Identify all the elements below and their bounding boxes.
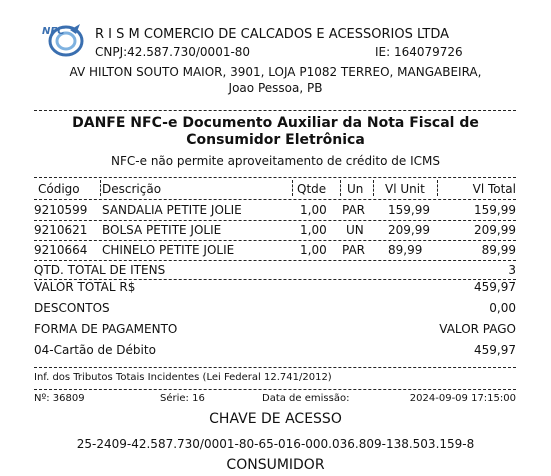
divider bbox=[34, 110, 516, 111]
discount-label: DESCONTOS bbox=[34, 301, 110, 315]
col-header-desc: Descrição bbox=[102, 182, 162, 196]
invoice-series: Série: 16 bbox=[160, 393, 205, 404]
items-count-value: 3 bbox=[508, 263, 516, 277]
address: AV HILTON SOUTO MAIOR, 3901, LOJA P1082 TERREO, MANGABEIRA, bbox=[69, 65, 482, 79]
divider bbox=[34, 260, 516, 261]
payment-label: FORMA DE PAGAMENTO bbox=[34, 322, 178, 336]
icms-notice: NFC-e não permite aproveitamento de crédito de ICMS bbox=[111, 154, 440, 168]
consumer-title: CONSUMIDOR bbox=[226, 457, 325, 473]
issue-date-label: Data de emissão: bbox=[262, 393, 350, 404]
document-title-line2: Consumidor Eletrônica bbox=[186, 132, 365, 148]
divider bbox=[34, 177, 516, 178]
row-unit: PAR bbox=[342, 243, 366, 257]
row-desc: BOLSA PETITE JOLIE bbox=[102, 223, 222, 237]
access-key-title: CHAVE DE ACESSO bbox=[209, 411, 342, 427]
total-value: 459,97 bbox=[474, 280, 516, 294]
payment-method: 04-Cartão de Débito bbox=[34, 343, 156, 357]
row-total: 89,99 bbox=[481, 243, 516, 257]
col-sep bbox=[292, 180, 293, 196]
tributos-info: Inf. dos Tributos Totais Incidentes (Lei Federal 12.741/2012) bbox=[34, 372, 332, 383]
row-total: 159,99 bbox=[474, 203, 516, 217]
logo-text: NFC bbox=[42, 26, 65, 37]
row-unit: PAR bbox=[342, 203, 366, 217]
row-code: 9210621 bbox=[34, 223, 88, 237]
divider bbox=[34, 367, 516, 368]
row-code: 9210664 bbox=[34, 243, 88, 257]
access-key-value: 25-2409-42.587.730/0001-80-65-016-000.036.809-138.503.159-8 bbox=[76, 437, 475, 451]
col-header-unit-price: Vl Unit bbox=[385, 182, 425, 196]
col-sep bbox=[373, 180, 374, 196]
row-qty: 1,00 bbox=[300, 223, 327, 237]
row-total: 209,99 bbox=[474, 223, 516, 237]
col-sep bbox=[100, 180, 101, 196]
col-sep bbox=[437, 180, 438, 196]
issue-date-value: 2024-09-09 17:15:00 bbox=[409, 393, 516, 404]
col-header-unit: Un bbox=[347, 182, 364, 196]
row-desc: CHINELO PETITE JOLIE bbox=[102, 243, 235, 257]
company-name: R I S M COMERCIO DE CALCADOS E ACESSORIOS LTDA bbox=[95, 27, 450, 42]
row-unit-price: 89,99 bbox=[388, 243, 423, 257]
nfc-logo-icon bbox=[40, 20, 86, 62]
row-unit-price: 159,99 bbox=[388, 203, 430, 217]
cnpj: CNPJ:42.587.730/0001-80 bbox=[95, 45, 251, 59]
city: Joao Pessoa, PB bbox=[228, 81, 323, 95]
divider bbox=[34, 240, 516, 241]
col-sep bbox=[340, 180, 341, 196]
row-qty: 1,00 bbox=[300, 243, 327, 257]
document-title-line1: DANFE NFC-e Documento Auxiliar da Nota Fiscal de bbox=[72, 115, 479, 131]
col-header-qty: Qtde bbox=[297, 182, 327, 196]
state-registration: IE: 164079726 bbox=[375, 45, 463, 59]
total-label: VALOR TOTAL R$ bbox=[34, 280, 136, 294]
divider bbox=[34, 389, 516, 390]
row-qty: 1,00 bbox=[300, 203, 327, 217]
row-unit: UN bbox=[346, 223, 364, 237]
divider bbox=[34, 199, 516, 200]
invoice-number: Nº: 36809 bbox=[34, 393, 85, 404]
row-code: 9210599 bbox=[34, 203, 88, 217]
payment-method-value: 459,97 bbox=[474, 343, 516, 357]
payment-value-header: VALOR PAGO bbox=[439, 322, 516, 336]
items-count-label: QTD. TOTAL DE ITENS bbox=[34, 263, 166, 277]
row-unit-price: 209,99 bbox=[388, 223, 430, 237]
col-header-total: Vl Total bbox=[472, 182, 516, 196]
row-desc: SANDALIA PETITE JOLIE bbox=[102, 203, 242, 217]
col-header-code: Código bbox=[38, 182, 80, 196]
discount-value: 0,00 bbox=[489, 301, 516, 315]
divider bbox=[34, 220, 516, 221]
